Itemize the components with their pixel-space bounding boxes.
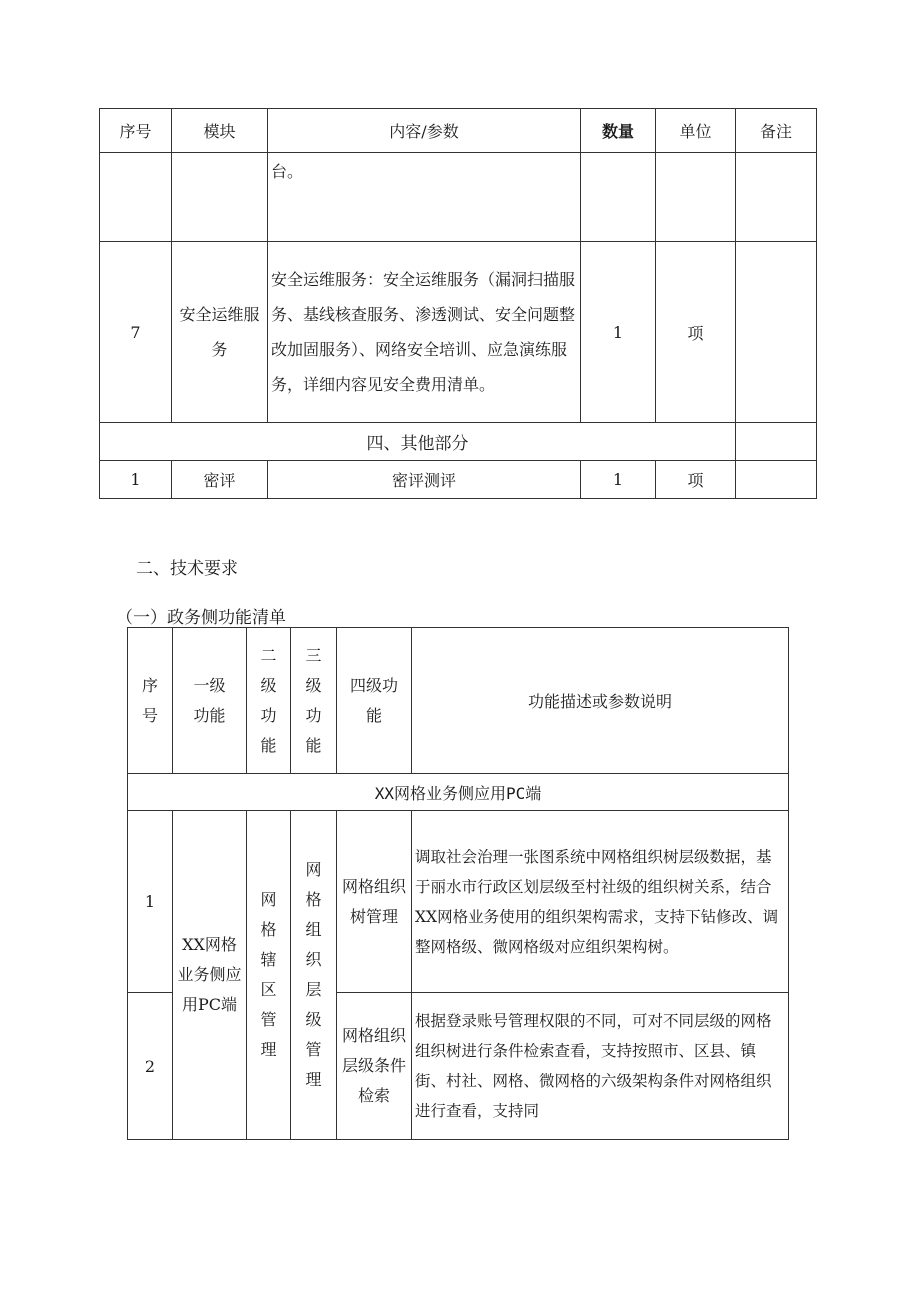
cell-l2: 网格辖区管理: [247, 811, 291, 1140]
cell-content: 密评测评: [268, 461, 581, 499]
cell-l4: 网格组织树管理: [337, 811, 412, 993]
cell-remark: [736, 242, 817, 423]
cell-unit: [656, 153, 736, 242]
cell-qty: 1: [581, 461, 656, 499]
header-remark: 备注: [736, 109, 817, 153]
cell-unit: 项: [656, 461, 736, 499]
cell-content: 台。: [268, 153, 581, 242]
header-l1: 一级功能: [173, 628, 247, 774]
cell-desc: 根据登录账号管理权限的不同，可对不同层级的网格组织树进行条件检索查看，支持按照市、区县、镇街、村社、网格、微网格的六级架构条件对网格组织进行查看，支持同: [412, 993, 789, 1140]
cell-no: [100, 153, 172, 242]
cell-l4: 网格组织层级条件检索: [337, 993, 412, 1140]
cell-l1: XX网格业务侧应用PC端: [173, 811, 247, 1140]
cell-content: 安全运维服务：安全运维服务（漏洞扫描服务、基线核查服务、渗透测试、安全问题整改加固服务）、网络安全培训、应急演练服务，详细内容见安全费用清单。: [268, 242, 581, 423]
table-row: [100, 461, 817, 499]
section-row: [100, 423, 817, 461]
table-row: [100, 153, 817, 242]
cell-module: 安全运维服务: [172, 242, 268, 423]
cell-no: 1: [128, 811, 173, 993]
section-row: [128, 774, 789, 811]
cell-qty: 1: [581, 242, 656, 423]
header-qty: 数量: [581, 109, 656, 153]
section-heading: 二、技术要求: [136, 559, 238, 579]
header-no: 序号: [128, 628, 173, 774]
cell-module: 密评: [172, 461, 268, 499]
section-title: XX网格业务侧应用PC端: [128, 774, 789, 811]
section-title: 四、其他部分: [100, 423, 736, 461]
table-header-row: [100, 109, 817, 153]
table-row: [128, 811, 789, 993]
subsection-heading: （一）政务侧功能清单: [116, 608, 286, 628]
procurement-table: [99, 108, 817, 499]
cell-unit: 项: [656, 242, 736, 423]
cell-remark: [736, 153, 817, 242]
cell-module: [172, 153, 268, 242]
header-desc: 功能描述或参数说明: [412, 628, 789, 774]
table-header-row: [128, 628, 789, 774]
header-l3: 三级功能: [291, 628, 337, 774]
cell-l3: 网格组织层级管理: [291, 811, 337, 1140]
header-module: 模块: [172, 109, 268, 153]
cell-desc: 调取社会治理一张图系统中网格组织树层级数据，基于丽水市行政区划层级至村社级的组织树关系，结合XX网格业务使用的组织架构需求，支持下钻修改、调整网格级、微网格级对应组织架构树。: [412, 811, 789, 993]
cell-no: 7: [100, 242, 172, 423]
header-l2: 二级功能: [247, 628, 291, 774]
function-list-table: [127, 627, 789, 1140]
header-content: 内容/参数: [268, 109, 581, 153]
table-row: [100, 242, 817, 423]
cell-no: 1: [100, 461, 172, 499]
header-l4: 四级功能: [337, 628, 412, 774]
cell-qty: [581, 153, 656, 242]
cell-no: 2: [128, 993, 173, 1140]
header-unit: 单位: [656, 109, 736, 153]
cell-remark: [736, 423, 817, 461]
header-no: 序号: [100, 109, 172, 153]
cell-remark: [736, 461, 817, 499]
